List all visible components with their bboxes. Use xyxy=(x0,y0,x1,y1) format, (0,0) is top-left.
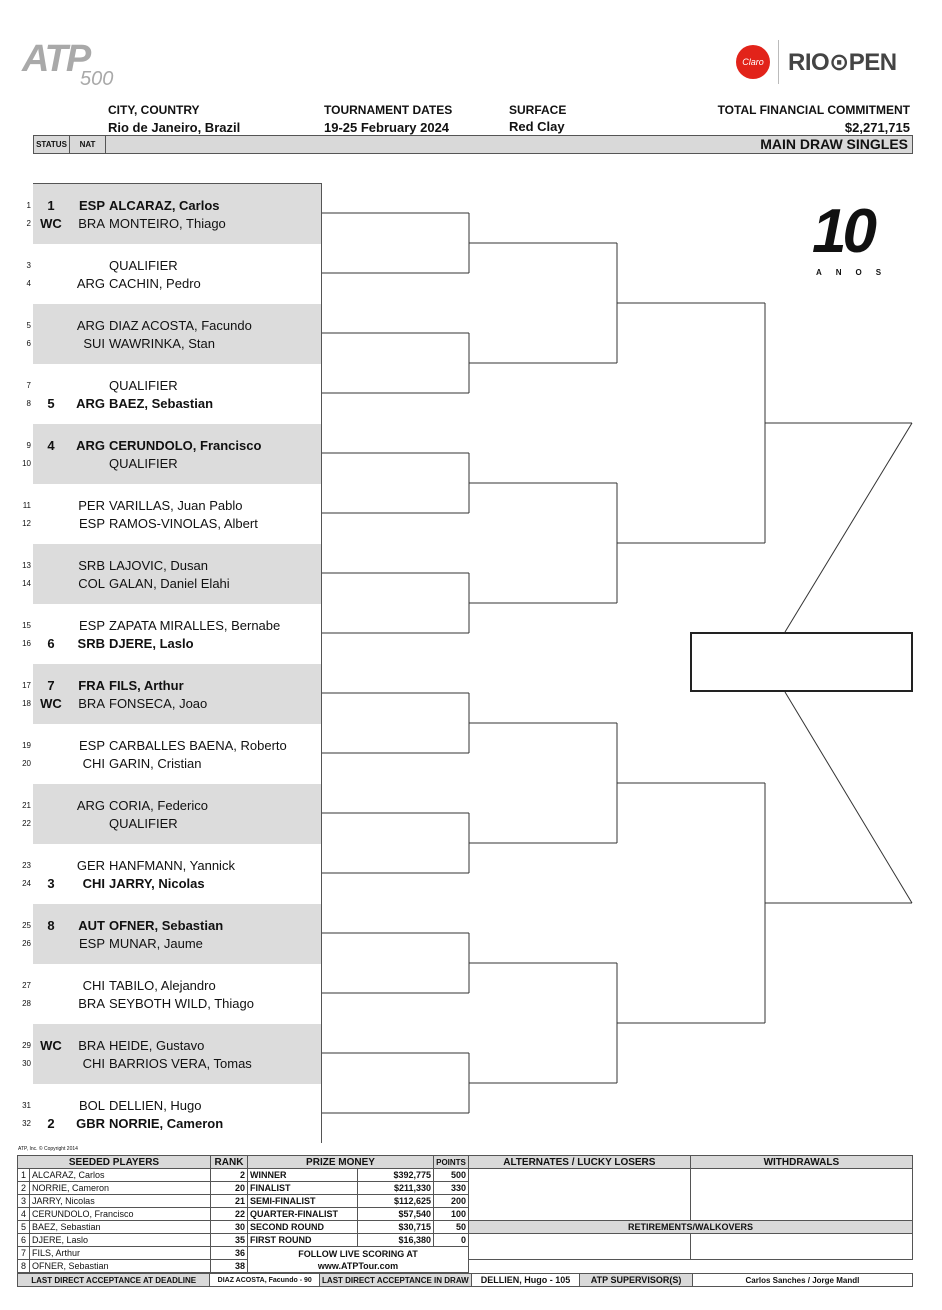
player-name: WAWRINKA, Stan xyxy=(109,336,215,351)
financial-value: $2,271,715 xyxy=(844,120,910,135)
supervisor-value: Carlos Sanches / Jorge Mandl xyxy=(692,1274,912,1287)
claro-logo: Claro xyxy=(736,45,770,79)
withdrawals-header: WITHDRAWALS xyxy=(690,1156,912,1169)
player-name: OFNER, Sebastian xyxy=(109,918,224,933)
draw-title: MAIN DRAW SINGLES xyxy=(760,136,908,152)
player-nationality: CHI xyxy=(82,1056,105,1071)
draw-line-number: 1 xyxy=(26,201,31,210)
nat-column-header: NAT xyxy=(70,136,106,153)
player-name: VARILLAS, Juan Pablo xyxy=(109,498,243,513)
player-name: NORRIE, Cameron xyxy=(109,1116,224,1131)
prize-points: 0 xyxy=(434,1234,469,1247)
ten-years-emblem: 10 ANOS xyxy=(812,197,896,277)
player-name: FILS, Arthur xyxy=(109,678,184,693)
player-name: QUALIFIER xyxy=(109,816,178,831)
draw-line-number: 12 xyxy=(22,519,31,528)
player-nationality: AUT xyxy=(78,918,105,933)
prize-row xyxy=(248,1195,469,1208)
prize-round: QUARTER-FINALIST xyxy=(248,1208,358,1221)
player-name: ALCARAZ, Carlos xyxy=(109,198,220,213)
seeded-name: FILS, Arthur xyxy=(30,1247,211,1260)
draw-line-number: 22 xyxy=(22,819,31,828)
player-nationality: SRB xyxy=(77,636,105,651)
player-seed-status: 2 xyxy=(47,1116,55,1131)
prize-row xyxy=(248,1182,469,1195)
player-seed-status: WC xyxy=(40,696,62,711)
player-seed-status: WC xyxy=(40,1038,62,1053)
draw-line-number: 23 xyxy=(22,861,31,870)
acceptance-footer xyxy=(17,1273,913,1287)
supervisor-label: ATP SUPERVISOR(S) xyxy=(580,1274,693,1287)
draw-line-number: 5 xyxy=(26,321,31,330)
prize-round: FIRST ROUND xyxy=(248,1234,358,1247)
player-nationality: CHI xyxy=(82,876,105,891)
player-seed-status: 6 xyxy=(47,636,55,651)
draw-line-number: 10 xyxy=(22,459,31,468)
player-seed-status: 1 xyxy=(47,198,55,213)
player-name: CERUNDOLO, Francisco xyxy=(109,438,262,453)
draw-line-number: 25 xyxy=(22,921,31,930)
prize-points: 330 xyxy=(434,1182,469,1195)
draw-line-number: 29 xyxy=(22,1041,31,1050)
seeded-seed: 2 xyxy=(18,1182,30,1195)
player-name: CARBALLES BAENA, Roberto xyxy=(109,738,287,753)
seeded-seed: 1 xyxy=(18,1169,30,1182)
player-nationality: ARG xyxy=(76,276,105,291)
draw-line-number: 19 xyxy=(22,741,31,750)
draw-line-number: 21 xyxy=(22,801,31,810)
prize-row xyxy=(248,1234,469,1247)
seeded-seed: 5 xyxy=(18,1221,30,1234)
seeded-rank: 35 xyxy=(211,1234,248,1247)
draw-line-number: 16 xyxy=(22,639,31,648)
seeded-name: BAEZ, Sebastian xyxy=(30,1221,211,1234)
prize-row xyxy=(248,1208,469,1221)
prize-points: 50 xyxy=(434,1221,469,1234)
atp-tour-link[interactable]: www.ATPTour.com xyxy=(317,1260,399,1271)
seeded-players-table xyxy=(17,1155,248,1273)
seeded-rank: 38 xyxy=(211,1260,248,1273)
draw-line-number: 18 xyxy=(22,699,31,708)
player-nationality: BRA xyxy=(78,216,105,231)
seeded-row xyxy=(18,1234,248,1247)
draw-line-number: 4 xyxy=(26,279,31,288)
draw-line-number: 11 xyxy=(22,501,31,510)
player-name: QUALIFIER xyxy=(109,456,178,471)
seeded-row xyxy=(18,1208,248,1221)
seeded-seed: 7 xyxy=(18,1247,30,1260)
dates-value: 19-25 February 2024 xyxy=(324,120,450,135)
prize-header: PRIZE MONEY xyxy=(248,1156,434,1169)
player-nationality: PER xyxy=(78,498,105,513)
status-column-header: STATUS xyxy=(34,136,70,153)
player-seed-status: WC xyxy=(40,216,62,231)
draw-line-number: 26 xyxy=(22,939,31,948)
player-nationality: SUI xyxy=(83,336,105,351)
seeded-row xyxy=(18,1221,248,1234)
player-nationality: ARG xyxy=(76,318,105,333)
seeded-rank: 30 xyxy=(211,1221,248,1234)
player-nationality: BRA xyxy=(78,996,105,1011)
surface-label: SURFACE xyxy=(509,103,567,117)
seeded-row xyxy=(18,1260,248,1273)
seeded-row xyxy=(18,1182,248,1195)
prize-money: $392,775 xyxy=(358,1169,434,1182)
player-name: HEIDE, Gustavo xyxy=(109,1038,205,1053)
player-name: DELLIEN, Hugo xyxy=(109,1098,202,1113)
seeded-name: DJERE, Laslo xyxy=(30,1234,211,1247)
player-name: MONTEIRO, Thiago xyxy=(109,216,226,231)
player-nationality: CHI xyxy=(82,756,105,771)
player-name: ZAPATA MIRALLES, Bernabe xyxy=(109,618,281,633)
points-header: POINTS xyxy=(434,1156,469,1169)
seeded-name: CERUNDOLO, Francisco xyxy=(30,1208,211,1221)
prize-money: $112,625 xyxy=(358,1195,434,1208)
player-name: DJERE, Laslo xyxy=(109,636,194,651)
player-nationality: GBR xyxy=(76,1116,105,1131)
seeded-rank: 21 xyxy=(211,1195,248,1208)
player-nationality: ARG xyxy=(76,798,105,813)
player-name: SEYBOTH WILD, Thiago xyxy=(109,996,254,1011)
seeded-rank: 20 xyxy=(211,1182,248,1195)
player-seed-status: 5 xyxy=(47,396,55,411)
player-name: CORIA, Federico xyxy=(109,798,208,813)
player-seed-status: 7 xyxy=(47,678,55,693)
player-nationality: BOL xyxy=(78,1098,105,1113)
champion-box xyxy=(690,632,913,692)
player-seed-status: 4 xyxy=(47,438,55,453)
seeded-rank: 2 xyxy=(211,1169,248,1182)
lda-deadline-value: DIAZ ACOSTA, Facundo - 90 xyxy=(210,1274,320,1287)
draw-line-number: 27 xyxy=(22,981,31,990)
draw-line-number: 9 xyxy=(26,441,31,450)
retirements-header: RETIREMENTS/WALKOVERS xyxy=(469,1221,913,1234)
draw-line-number: 31 xyxy=(22,1101,31,1110)
financial-label: TOTAL FINANCIAL COMMITMENT xyxy=(717,103,910,117)
player-nationality: GER xyxy=(76,858,105,873)
player-name: TABILO, Alejandro xyxy=(109,978,216,993)
prize-points: 100 xyxy=(434,1208,469,1221)
prize-money: $30,715 xyxy=(358,1221,434,1234)
draw-line-number: 20 xyxy=(22,759,31,768)
prize-points: 200 xyxy=(434,1195,469,1208)
seeded-rank: 36 xyxy=(211,1247,248,1260)
live-scoring-note: FOLLOW LIVE SCORING AT www.ATPTour.com xyxy=(248,1247,469,1273)
player-nationality: ARG xyxy=(76,396,105,411)
prize-money: $211,330 xyxy=(358,1182,434,1195)
prize-row xyxy=(248,1221,469,1234)
seeded-row xyxy=(18,1169,248,1182)
player-seed-status: 8 xyxy=(47,918,55,933)
draw-line-number: 17 xyxy=(22,681,31,690)
atp-500-logo: ATP 500 xyxy=(22,38,114,90)
alternates-cell xyxy=(469,1169,691,1221)
draw-line-number: 14 xyxy=(22,579,31,588)
player-nationality: ESP xyxy=(78,936,105,951)
draw-line-number: 2 xyxy=(26,219,31,228)
prize-points: 500 xyxy=(434,1169,469,1182)
player-nationality: ESP xyxy=(78,516,105,531)
seeded-seed: 3 xyxy=(18,1195,30,1208)
player-name: GARIN, Cristian xyxy=(109,756,202,771)
draw-line-number: 8 xyxy=(26,399,31,408)
player-name: BAEZ, Sebastian xyxy=(109,396,214,411)
prize-money: $57,540 xyxy=(358,1208,434,1221)
player-name: MUNAR, Jaume xyxy=(109,936,203,951)
player-name: DIAZ ACOSTA, Facundo xyxy=(109,318,252,333)
player-name: HANFMANN, Yannick xyxy=(109,858,235,873)
player-nationality: COL xyxy=(78,576,105,591)
surface-value: Red Clay xyxy=(509,119,565,134)
player-nationality: BRA xyxy=(78,696,105,711)
player-name: GALAN, Daniel Elahi xyxy=(109,576,230,591)
player-nationality: ESP xyxy=(78,198,105,213)
lda-draw-label: LAST DIRECT ACCEPTANCE IN DRAW xyxy=(320,1274,472,1287)
draw-line-number: 24 xyxy=(22,879,31,888)
withdrawals-cell xyxy=(690,1169,912,1221)
retirements-cell-right xyxy=(690,1234,912,1260)
player-name: JARRY, Nicolas xyxy=(109,876,205,891)
seeded-name: JARRY, Nicolas xyxy=(30,1195,211,1208)
player-seed-status: 3 xyxy=(47,876,55,891)
player-nationality: ESP xyxy=(78,738,105,753)
seeded-seed: 6 xyxy=(18,1234,30,1247)
seeded-header: SEEDED PLAYERS xyxy=(18,1156,211,1169)
prize-row xyxy=(248,1169,469,1182)
player-nationality: CHI xyxy=(82,978,105,993)
seeded-name: ALCARAZ, Carlos xyxy=(30,1169,211,1182)
alternates-withdrawals-table xyxy=(468,1155,913,1260)
draw-line-number: 15 xyxy=(22,621,31,630)
player-name: QUALIFIER xyxy=(109,258,178,273)
dates-label: TOURNAMENT DATES xyxy=(324,103,453,117)
prize-money: $16,380 xyxy=(358,1234,434,1247)
draw-line-number: 3 xyxy=(26,261,31,270)
retirements-cell-left xyxy=(469,1234,691,1260)
seeded-rank: 22 xyxy=(211,1208,248,1221)
player-name: LAJOVIC, Dusan xyxy=(109,558,208,573)
draw-line-number: 6 xyxy=(26,339,31,348)
player-name: QUALIFIER xyxy=(109,378,178,393)
player-name: CACHIN, Pedro xyxy=(109,276,201,291)
city-value: Rio de Janeiro, Brazil xyxy=(108,120,241,135)
copyright: ATP, Inc. © Copyright 2014 xyxy=(18,1146,78,1152)
draw-line-number: 32 xyxy=(22,1119,31,1128)
prize-round: WINNER xyxy=(248,1169,358,1182)
prize-round: FINALIST xyxy=(248,1182,358,1195)
lda-deadline-label: LAST DIRECT ACCEPTANCE AT DEADLINE xyxy=(18,1274,210,1287)
player-nationality: ESP xyxy=(78,618,105,633)
draw-line-number: 13 xyxy=(22,561,31,570)
player-name: FONSECA, Joao xyxy=(109,696,208,711)
player-name: RAMOS-VINOLAS, Albert xyxy=(109,516,258,531)
player-nationality: SRB xyxy=(78,558,105,573)
alternates-header: ALTERNATES / LUCKY LOSERS xyxy=(469,1156,691,1169)
player-nationality: ARG xyxy=(76,438,105,453)
prize-round: SECOND ROUND xyxy=(248,1221,358,1234)
draw-line-number: 28 xyxy=(22,999,31,1008)
rio-open-logo: Claro RIO⊙PEN xyxy=(736,40,916,84)
player-nationality: BRA xyxy=(78,1038,105,1053)
player-name: BARRIOS VERA, Tomas xyxy=(109,1056,252,1071)
seeded-row xyxy=(18,1195,248,1208)
lda-draw-value: DELLIEN, Hugo - 105 xyxy=(471,1274,580,1287)
player-nationality: FRA xyxy=(78,678,105,693)
seeded-seed: 8 xyxy=(18,1260,30,1273)
seeded-name: NORRIE, Cameron xyxy=(30,1182,211,1195)
draw-line-number: 7 xyxy=(26,381,31,390)
prize-money-table xyxy=(247,1155,469,1273)
draw-line-number: 30 xyxy=(22,1059,31,1068)
rank-header: RANK xyxy=(211,1156,248,1169)
bracket-line xyxy=(785,423,912,632)
bracket-line xyxy=(785,692,912,903)
prize-round: SEMI-FINALIST xyxy=(248,1195,358,1208)
seeded-row xyxy=(18,1247,248,1260)
city-label: CITY, COUNTRY xyxy=(108,103,200,117)
seeded-name: OFNER, Sebastian xyxy=(30,1260,211,1273)
seeded-seed: 4 xyxy=(18,1208,30,1221)
